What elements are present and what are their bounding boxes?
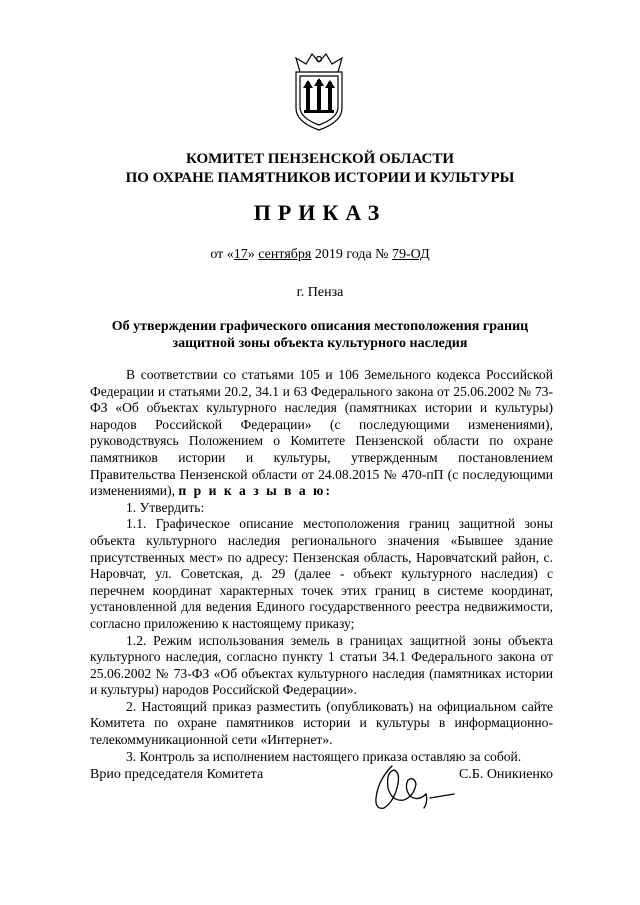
date-month: сентября <box>258 247 312 262</box>
item-1-2: 1.2. Режим использования земель в границах защитной зоны объекта культурного наследия, согласно пункту 1 статьи 34.1 Федерального закона от 25.06.2002 № 73-ФЗ «Об объектах культурного наследия (памятниках истории и культуры) народов Российской Федерации». <box>90 632 553 698</box>
org-line-1: КОМИТЕТ ПЕНЗЕНСКОЙ ОБЛАСТИ <box>185 151 455 167</box>
document-type-title: ПРИКАЗ <box>253 200 387 225</box>
signatory-position: Врио председателя Комитета <box>90 767 264 782</box>
date-and-number-line <box>0 247 640 263</box>
subject-line-1: Об утверждении графического описания местоположения границ <box>111 319 529 334</box>
item-1: 1. Утвердить: <box>126 499 205 515</box>
date-day: 17 <box>233 247 248 262</box>
order-body <box>90 367 553 765</box>
order-word: п р и к а з ы в а ю: <box>178 483 332 499</box>
organization-name <box>0 150 640 188</box>
city-line: г. Пенза <box>296 285 344 300</box>
document-number: 79-ОД <box>392 247 430 262</box>
preamble-text: В соответствии со статьями 105 и 106 Земельного кодекса Российской Федерации и статьями 20.2, 34.1 и 63 Федерального закона от 25.06.2002 № 73-ФЗ «Об объектах культурного наследия (памятниках истории и культуры) народов Российской Федерации» (с последующими изменениями), руководствуясь Положением о Комитете Пензенской области по охране памятников истории и культуры, утвержденным постановлением Правительства Пензенской области от 24.08.2015 № 470-пП (с последующими изменениями), <box>90 367 553 499</box>
item-3: 3. Контроль за исполнением настоящего приказа оставляю за собой. <box>126 748 522 764</box>
date-year-text: 2019 года № <box>311 247 393 262</box>
date-separator: » <box>247 247 259 262</box>
order-subject <box>90 318 550 352</box>
item-1-1: 1.1. Графическое описание местоположения границ защитной зоны объекта культурного наследия регионального значения «Бывшее здание присутственных мест» по адресу: Пензенская область, Наровчатский район, с. Наровчат, ул. Советская, д. 29 (далее - объект культурного наследия) с перечнем координат характерных точек этих границ в системе координат, установленной для ведения Единого государственного реестра недвижимости, согласно приложению к настоящему приказу; <box>90 516 553 631</box>
handwritten-signature-icon <box>370 758 460 814</box>
signature-row <box>90 767 553 797</box>
org-line-2: ПО ОХРАНЕ ПАМЯТНИКОВ ИСТОРИИ И КУЛЬТУРЫ <box>125 170 515 186</box>
coat-of-arms-emblem-icon <box>286 50 352 132</box>
date-prefix: от « <box>210 247 234 262</box>
signatory-name: С.Б. Оникиенко <box>458 767 553 782</box>
item-2: 2. Настоящий приказ разместить (опубликовать) на официальном сайте Комитета по охране памятников истории и культуры в информационно-телекоммуникационной сети «Интернет». <box>90 698 553 748</box>
subject-line-2: защитной зоны объекта культурного наследия <box>172 336 468 351</box>
preamble-paragraph <box>90 367 553 500</box>
